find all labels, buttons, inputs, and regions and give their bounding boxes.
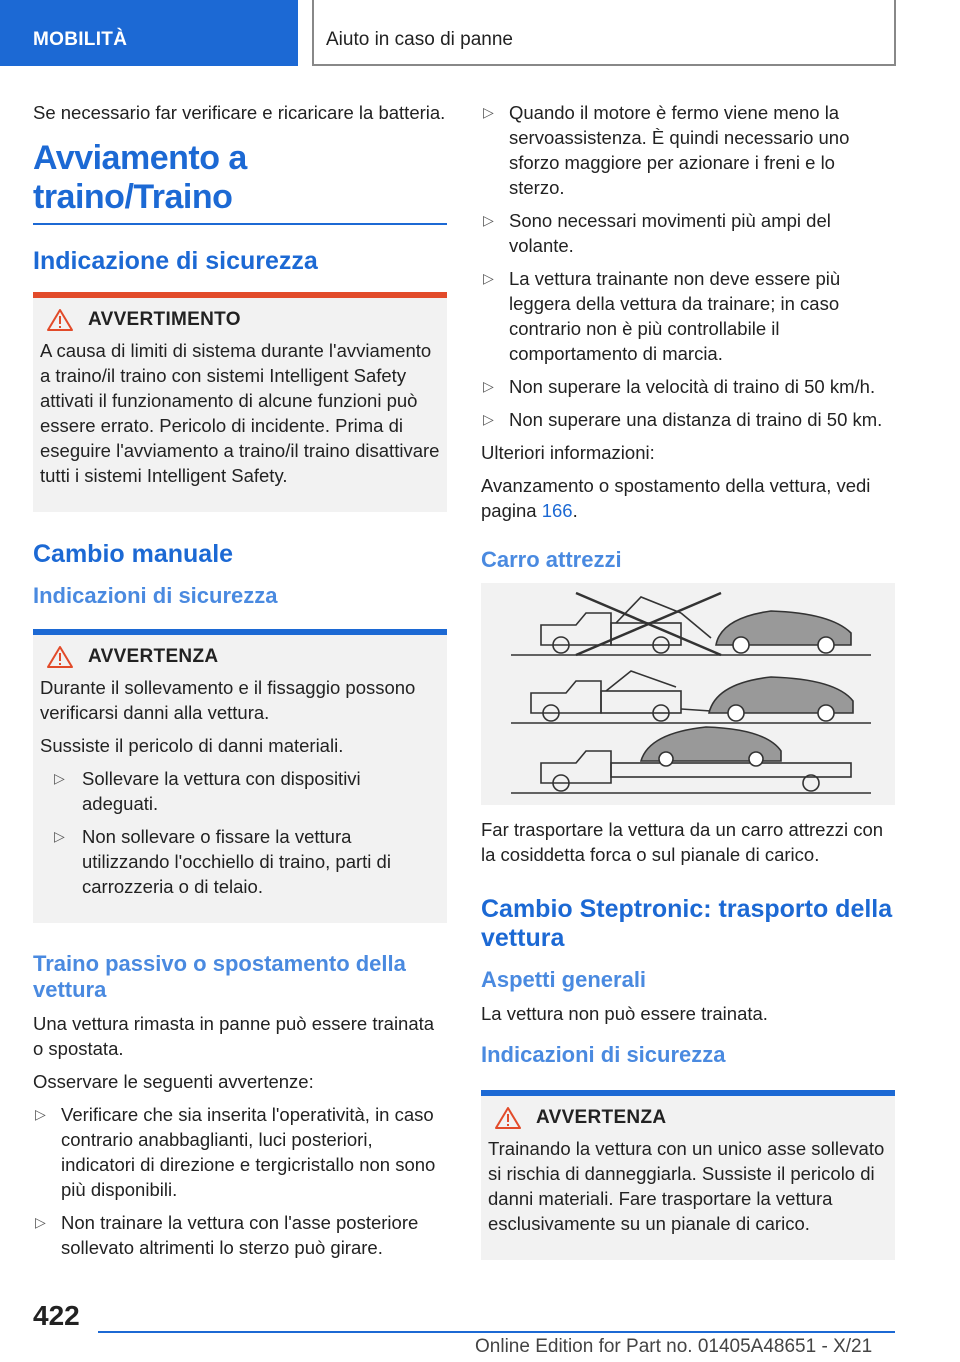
list-item: ▷ Verificare che sia inserita l'operatività, in caso contrario anabbaglianti, luci posteriori, indicatori di direzione e tergicristallo non sono più disponibili. bbox=[35, 1104, 436, 1200]
cross-reference: Avanzamento o spostamento della vettura, vedi pagina 166. bbox=[481, 475, 871, 521]
warning-title: AVVERTENZA bbox=[88, 646, 219, 667]
right-column bbox=[481, 100, 895, 1280]
left-column bbox=[33, 100, 447, 1268]
list-item: ▷ Sono necessari movimenti più ampi del volante. bbox=[483, 210, 831, 256]
triangle-bullet-icon: ▷ bbox=[54, 828, 65, 844]
warning-triangle-icon bbox=[46, 645, 74, 669]
warning-text: A causa di limiti di sistema durante l'avviamento a traino/il traino con sistemi Intelligent Safety attivati il funzionamento di alcune funzioni può essere errato. Pericolo di incidente. Prima di eseguire l'avviamento a traino/il traino disattivare tutti i sistemi Intelligent Safety. bbox=[40, 340, 440, 486]
safety-notes-heading: Indicazioni di sicurezza bbox=[481, 1042, 726, 1067]
topic-label: Aiuto in caso di panne bbox=[312, 0, 896, 66]
main-heading: Avviamento a traino/Traino bbox=[33, 139, 447, 225]
triangle-bullet-icon: ▷ bbox=[483, 411, 494, 427]
observe-text: Osservare le seguenti avvertenze: bbox=[33, 1071, 314, 1092]
triangle-bullet-icon: ▷ bbox=[483, 212, 494, 228]
passive-tow-heading: Traino passivo o spostamento della vettura bbox=[33, 951, 406, 1002]
list-item: ▷ Non superare la velocità di traino di 50 km/h. bbox=[483, 376, 876, 397]
triangle-bullet-icon: ▷ bbox=[483, 270, 494, 286]
edition-text: Online Edition for Part no. 01405A48651 - X/21 bbox=[475, 1336, 873, 1357]
warning-box-3 bbox=[481, 1090, 895, 1260]
manual-gearbox-heading: Cambio manuale bbox=[33, 540, 234, 568]
warning-list bbox=[40, 766, 441, 899]
list-item: ▷ Non trainare la vettura con l'asse posteriore sollevato altrimenti lo sterzo può girare. bbox=[35, 1212, 419, 1258]
tow-notes-list-continued bbox=[481, 100, 895, 432]
warning-triangle-icon bbox=[494, 1106, 522, 1130]
warning-text: Trainando la vettura con un unico asse sollevato si rischia di danneggiarla. Sussiste il pericolo di danni materiali. Fare trasportare la vettura esclusivamente su un pianale di carico. bbox=[488, 1138, 885, 1234]
tow-truck-heading: Carro attrezzi bbox=[481, 547, 622, 572]
triangle-bullet-icon: ▷ bbox=[483, 378, 494, 394]
warning-box-1 bbox=[33, 292, 447, 512]
list-item: ▷ La vettura trainante non deve essere più leggera della vettura da trainare; in caso contrario non è più controllabile il comportamento di marcia. bbox=[483, 268, 841, 364]
list-item: ▷ Sollevare la vettura con dispositivi adeguati. bbox=[54, 768, 361, 814]
safety-notes-heading: Indicazioni di sicurezza bbox=[33, 583, 278, 608]
tow-truck-drawing bbox=[481, 583, 895, 805]
safety-heading: Indicazione di sicurezza bbox=[33, 247, 318, 275]
list-item: ▷ Quando il motore è fermo viene meno la servoassistenza. È quindi necessario uno sforzo maggiore per azionare i freni e lo sterzo. bbox=[483, 102, 850, 198]
tow-notes-list bbox=[33, 1102, 447, 1260]
warning-title: AVVERTENZA bbox=[536, 1107, 667, 1128]
triangle-bullet-icon: ▷ bbox=[35, 1106, 46, 1122]
warning-text: Sussiste il pericolo di danni materiali. bbox=[40, 735, 344, 756]
page-number: 422 bbox=[33, 1300, 80, 1331]
triangle-bullet-icon: ▷ bbox=[35, 1214, 46, 1230]
tow-truck-text: Far trasportare la vettura da un carro attrezzi con la cosiddetta forca o sul pianale di carico. bbox=[481, 819, 884, 865]
passive-tow-text: Una vettura rimasta in panne può essere trainata o spostata. bbox=[33, 1013, 435, 1059]
list-item: ▷ Non superare una distanza di traino di 50 km. bbox=[483, 409, 883, 430]
warning-text: Durante il sollevamento e il fissaggio possono verificarsi danni alla vettura. bbox=[40, 677, 416, 723]
general-text: La vettura non può essere trainata. bbox=[481, 1003, 768, 1024]
page-header bbox=[0, 0, 960, 66]
steptronic-heading: Cambio Steptronic: trasporto della vettura bbox=[481, 895, 893, 952]
triangle-bullet-icon: ▷ bbox=[483, 104, 494, 120]
tow-truck-illustration bbox=[481, 583, 895, 805]
warning-triangle-icon bbox=[46, 308, 74, 332]
warning-bar bbox=[33, 629, 447, 635]
intro-text: Se necessario far verificare e ricaricare la batteria. bbox=[33, 102, 446, 123]
general-heading: Aspetti generali bbox=[481, 967, 647, 992]
footer-divider bbox=[98, 1331, 895, 1333]
page-link[interactable]: 166 bbox=[541, 500, 573, 521]
warning-bar bbox=[481, 1090, 895, 1096]
warning-bar bbox=[33, 292, 447, 298]
triangle-bullet-icon: ▷ bbox=[54, 770, 65, 786]
warning-title: AVVERTIMENTO bbox=[88, 309, 241, 330]
more-info-label: Ulteriori informazioni: bbox=[481, 442, 655, 463]
warning-box-2 bbox=[33, 629, 447, 923]
list-item: ▷ Non sollevare o fissare la vettura utilizzando l'occhiello di traino, parti di carrozzeria o di telaio. bbox=[54, 826, 391, 897]
section-label: MOBILITÀ bbox=[0, 0, 298, 66]
